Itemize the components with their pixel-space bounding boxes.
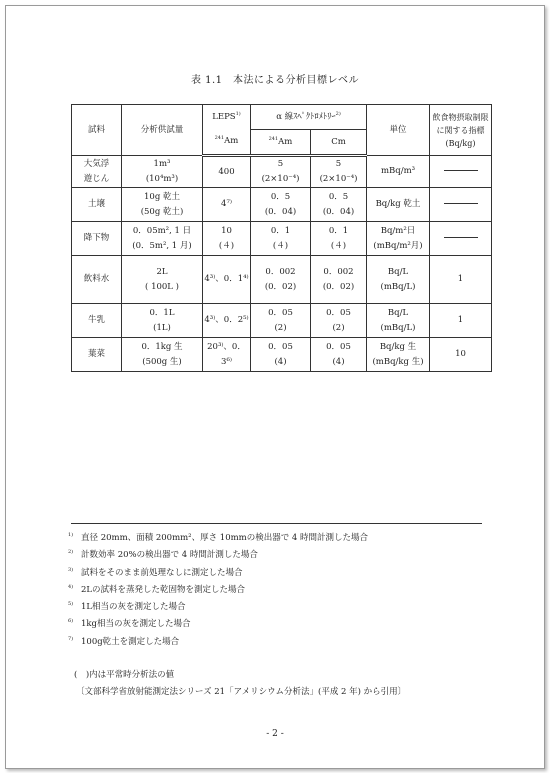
cell-unit [367,304,430,338]
page-number: - 2 - [266,729,284,739]
unit-line-1: Bq/L [387,307,409,318]
table-row [72,256,492,304]
cell-target [430,222,492,256]
dash-mark [444,170,478,171]
cell-am [251,304,311,338]
sample-line-1: 牛乳 [87,315,105,325]
table-row [72,188,492,222]
footnote-item [68,548,368,565]
footnote-divider [71,523,482,524]
footnote-list [68,531,368,652]
cm-line-1: 0．05 [326,307,351,318]
header-target-unit: (Bq/kg) [445,138,476,148]
table-row [72,304,492,338]
cell-am [251,338,311,372]
cell-cm [311,156,367,188]
cell-cm [311,188,367,222]
cell-sample [72,338,122,372]
cell-target [430,156,492,188]
cell-supply [122,222,203,256]
am241-label: Am [224,136,239,147]
am-line-2: (４) [272,240,289,251]
cell-supply [122,304,203,338]
am241b-label: Am [278,136,293,147]
footnote-text: 2Lの試料を蒸発した乾固物を測定した場合 [81,584,246,595]
am-line-1: 0．002 [265,266,296,277]
unit-line-1: Bq/kg 生 [379,341,417,352]
header-sample: 試料 [72,105,122,156]
cell-supply [122,188,203,222]
leps-line-1: 4³⁾、0．1⁴⁾ [204,274,249,284]
footnote-text: 計数効率 20%の検出器で 4 時間計測した場合 [81,550,258,561]
header-alpha-cm: Cm [311,130,367,156]
cell-unit [367,338,430,372]
cell-cm [311,222,367,256]
sample-line-1: 降下物 [83,233,110,243]
am-line-1: 0．5 [270,191,291,202]
footnote-number: 6) [68,618,74,625]
leps-line-1: 4⁷⁾ [221,199,232,209]
cell-cm [311,304,367,338]
footnote-number: 5) [68,601,74,608]
cm-line-2: (2×10⁻⁴) [319,174,358,184]
sample-line-1: 葉菜 [87,349,105,359]
footnote-item [68,600,368,617]
leps-line-1: 10 [221,225,232,236]
cell-am [251,222,311,256]
cell-am [251,188,311,222]
footnote-item [68,531,368,548]
unit-line-2: (mBq/m²月) [373,240,423,251]
unit-line-1: Bq/kg 乾土 [375,199,421,209]
am-line-1: 0．1 [270,225,291,236]
analysis-target-table [71,104,492,372]
header-leps [203,105,251,130]
supply-line-2: (10⁴m³) [145,173,179,184]
leps-line-2: (４) [218,240,235,251]
header-row-1 [72,105,492,130]
paren-note: ( )内は平常時分析法の値 [74,670,175,680]
cell-leps [203,256,251,304]
unit-line-2: (mBq/L) [380,281,416,292]
am-line-2: (0．02) [264,281,297,292]
cm-line-1: 0．5 [328,191,349,202]
header-target-label: 飲食物摂取制限に関する指標 [432,112,489,135]
cell-leps [203,338,251,372]
supply-line-2: (500g 生) [142,356,182,367]
cm-line-2: (0．02) [322,281,355,292]
header-leps-am241 [203,130,251,156]
cell-sample [72,156,122,188]
footnote-item [68,635,368,652]
table-title: 表 1.1 本法による分析目標レベル [190,75,360,86]
sample-line-1: 土壌 [87,199,105,209]
cm-line-2: (4) [332,356,345,367]
unit-line-1: mBq/m³ [380,166,416,176]
leps-line-1: 400 [218,166,235,177]
footnote-item [68,583,368,600]
sample-line-1: 飲料水 [83,274,110,284]
footnote-item [68,617,368,634]
cell-sample [72,222,122,256]
supply-line-1: 2L [156,266,168,277]
cm-line-1: 0．002 [323,266,354,277]
cell-unit [367,156,430,188]
unit-line-1: Bq/L [387,266,409,277]
footnote-text: 1L相当の灰を測定した場合 [81,602,186,613]
cell-sample [72,188,122,222]
sample-line-2: 遊じん [83,173,110,184]
cell-supply [122,256,203,304]
footnote-number: 4) [68,583,74,590]
cm-line-2: (2) [332,322,345,333]
citation: 〔文部科学省放射能測定法シリーズ 21「アメリシウム分析法」(平成 2 年) から引用〕 [76,687,407,697]
cell-unit [367,256,430,304]
am241b-mass-number: 241 [268,135,279,142]
cell-am [251,256,311,304]
am-line-2: (4) [274,356,287,367]
cell-leps [203,304,251,338]
am-line-2: (2×10⁻⁴) [261,174,300,184]
cell-target [430,188,492,222]
dash-mark [444,203,478,204]
leps-line-1: 4³⁾、0．2⁵⁾ [204,315,249,325]
am-line-2: (0．04) [264,206,297,217]
cell-supply [122,338,203,372]
supply-line-2: (50g 乾土) [140,206,184,217]
unit-line-1: Bq/m²日 [380,225,416,236]
table-row [72,156,492,188]
footnote-number: 7) [68,635,74,642]
table-row [72,222,492,256]
supply-line-2: ( 100L ) [145,281,179,292]
footnote-number: 2) [68,549,74,556]
header-unit: 単位 [367,105,430,156]
cell-leps [203,156,251,188]
footnote-text: 100g乾土を測定した場合 [81,636,180,647]
header-target [430,105,492,156]
footnote-number: 1) [68,532,74,538]
footnote-text: 1kg相当の灰を測定した場合 [81,619,191,630]
am-line-1: 0．05 [268,307,293,318]
cell-cm [311,338,367,372]
footnote-item [68,566,368,583]
cell-unit [367,222,430,256]
supply-line-1: 0．05m², 1 日 [132,225,192,236]
cell-target: 1 [430,256,492,304]
am-line-1: 0．05 [268,341,293,352]
header-alpha-label: α 線ｽﾍﾟｸﾄﾛﾒﾄﾘｰ [276,111,336,122]
cell-leps [203,222,251,256]
cm-line-2: (４) [330,240,347,251]
header-alpha-am241 [251,130,311,156]
supply-line-1: 0．1L [149,307,175,318]
supply-line-1: 1m³ [153,158,171,169]
header-alpha [251,105,367,130]
supply-line-2: (1L) [153,322,171,333]
footnote-text: 試料をそのまま前処理なしに測定した場合 [81,567,243,578]
cm-line-1: 5 [335,159,342,169]
am241-mass-number: 241 [214,135,225,142]
cm-line-1: 0．05 [326,341,351,352]
supply-line-2: (0．5m², 1 月) [132,240,192,251]
supply-line-1: 0．1kg 生 [141,341,183,352]
cell-target: 1 [430,304,492,338]
header-leps-footnote: 1) [235,110,241,117]
supply-line-1: 10g 乾土 [144,191,180,202]
cm-line-1: 0．1 [328,225,349,236]
sample-line-1: 大気浮 [83,158,110,169]
am-line-2: (2) [274,322,287,333]
header-alpha-footnote: 2) [335,110,341,117]
dash-mark [444,237,478,238]
cell-target: 10 [430,338,492,372]
cm-line-2: (0．04) [322,206,355,217]
am-line-1: 5 [277,159,284,169]
leps-line-1: 20³⁾、0．3⁶⁾ [207,341,246,367]
header-leps-label: LEPS [212,111,236,122]
cell-am [251,156,311,188]
unit-line-2: (mBq/kg 生) [372,356,424,367]
cell-leps [203,188,251,222]
header-supply: 分析供試量 [122,105,203,156]
unit-line-2: (mBq/L) [380,322,416,333]
footnote-number: 3) [68,566,74,573]
cell-cm [311,256,367,304]
cell-unit [367,188,430,222]
cell-sample [72,304,122,338]
table-row [72,338,492,372]
cell-supply [122,156,203,188]
footnote-text: 直径 20mm、面積 200mm²、厚さ 10mmの検出器で 4 時間計測した場合 [81,533,369,543]
cell-sample [72,256,122,304]
